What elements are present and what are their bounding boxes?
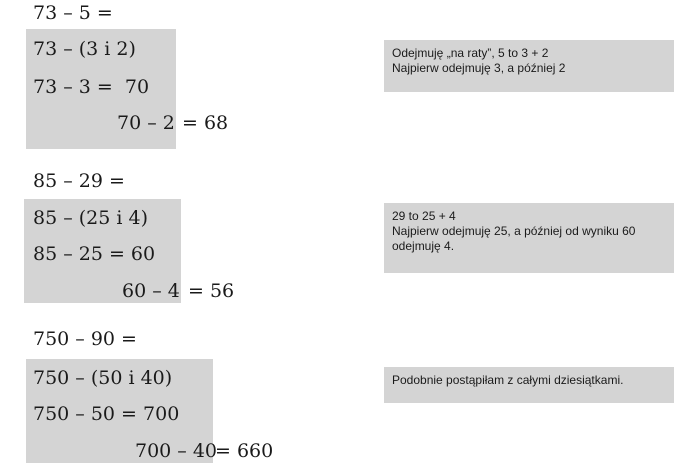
example-1-heading: 73 – 5 = xyxy=(33,2,113,24)
example-3-note-line-1: Podobnie postąpiłam z całymi dziesiątkami. xyxy=(392,373,624,387)
example-1-result: = 68 xyxy=(182,112,229,134)
example-1-note-line-2: Najpierw odejmuję 3, a później 2 xyxy=(392,61,566,75)
example-1-step-3: 70 – 2 xyxy=(117,112,175,134)
example-3-result: = 660 xyxy=(215,440,274,462)
example-2-step-1: 85 – (25 i 4) xyxy=(33,207,149,229)
example-1-note xyxy=(384,40,674,92)
example-3-note xyxy=(384,367,674,403)
example-3-heading: 750 – 90 = xyxy=(33,328,137,350)
example-1-step-1: 73 – (3 i 2) xyxy=(33,38,136,60)
example-3-step-1: 750 – (50 i 40) xyxy=(33,367,173,389)
example-3-step-2: 750 – 50 = 700 xyxy=(33,403,180,425)
example-2-step-3: 60 – 4 xyxy=(122,280,180,302)
example-3-step-3: 700 – 40 xyxy=(135,440,218,462)
example-2-note-line-1: 29 to 25 + 4 xyxy=(392,209,456,223)
example-2-result: = 56 xyxy=(188,280,235,302)
example-2-step-2: 85 – 25 = 60 xyxy=(33,243,156,265)
example-2-note xyxy=(384,203,674,273)
example-2-note-line-2: Najpierw odejmuję 25, a później od wyniku 60 odejmuję 4. xyxy=(392,224,636,253)
example-2-heading: 85 – 29 = xyxy=(33,170,125,192)
example-1-note-line-1: Odejmuję „na raty”, 5 to 3 + 2 xyxy=(392,46,549,60)
example-1-step-2: 73 – 3 = 70 xyxy=(33,76,150,98)
